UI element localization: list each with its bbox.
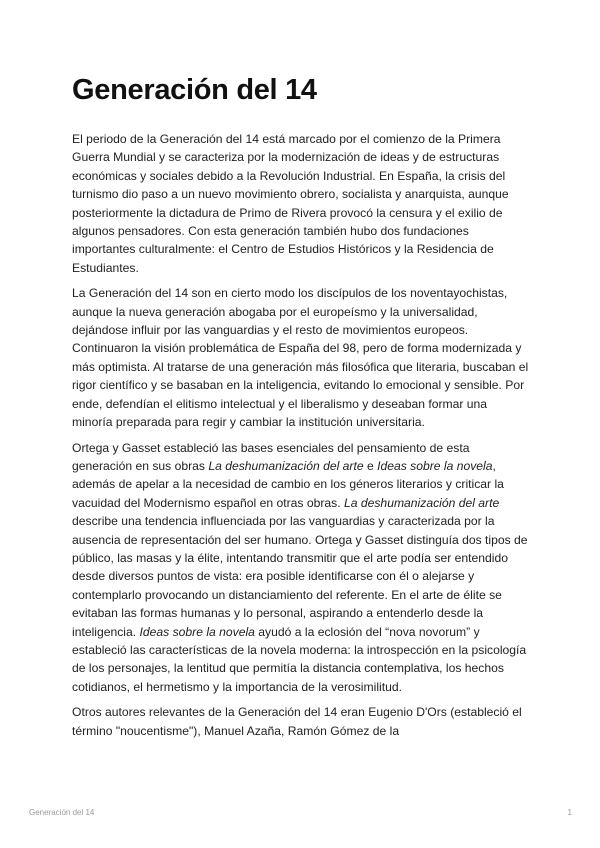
text-run: ayudó a la eclosión del “nova novorum” y estableció las características de la novela moderna: la introspección en la psicología de los personajes, la lentitud que permitía la distancia contemplativa, los hechos cotidianos, el hermetismo y la importancia de la verosimilitud.: [72, 624, 527, 694]
text-run: Otros autores relevantes de la Generación del 14 eran Eugenio D'Ors (estableció el término "noucentisme"), Manuel Azaña, Ramón Gómez de la: [72, 705, 522, 738]
book-title-italic: Ideas sobre la novela: [377, 458, 493, 473]
page-number: 1: [567, 808, 572, 817]
paragraph-1: [72, 130, 530, 277]
text-run: El periodo de la Generación del 14 está marcado por el comienzo de la Primera Guerra Mundial y se caracteriza por la modernización de ideas y de estructuras económicas y sociales debido a la Revolución Industrial. En España, la crisis del turnismo dio paso a un nuevo movimiento obrero, socialista y anarquista, aunque posteriormente la dictadura de Primo de Rivera provocó la censura y el exilio de algunos pensadores. Con esta generación también hubo dos fundaciones importantes culturalmente: el Centro de Estudios Históricos y la Residencia de Estudiantes.: [72, 132, 509, 275]
text-run: , además de apelar a la necesidad de cambio en los géneros literarios y criticar la vacuidad del Modernismo español en otras obras.: [72, 458, 504, 510]
text-run: describe una tendencia influenciada por las vanguardias y caracterizada por la ausencia de representación del ser humano. Ortega y Gasset distinguía dos tipos de público, las masas y la élite, intentando transmitir que el arte podía ser entendido desde diversos puntos de vista: era posible identificarse con él o alejarse y contemplarlo provocando un distanciamiento del referente. En el arte de élite se evitaban las formas humanas y lo personal, aspirando a entenderlo desde la inteligencia.: [72, 514, 528, 639]
text-run: e: [363, 458, 378, 473]
paragraph-4: [72, 703, 530, 740]
paragraph-3: [72, 439, 530, 697]
text-run: Ortega y Gasset estableció las bases esenciales del pensamiento de esta generación en sus obras: [72, 440, 470, 473]
text-run: La Generación del 14 son en cierto modo los discípulos de los noventayochistas, aunque la nueva generación abogaba por el europeísmo y la universalidad, dejándose influir por las vanguardias y el resto de movimientos europeos. Continuaron la visión problemática de España del 98, pero de forma modernizada y más optimista. Al tratarse de una generación más filosófica que literaria, buscaban el rigor científico y se basaban en la inteligencia, evitando lo emocional y sensible. Por ende, defendían el elitismo intelectual y el liberalismo y deseaban formar una minoría preparada para regir y cambiar la institución universitaria.: [72, 286, 529, 430]
page-title: Generación del 14: [72, 74, 317, 106]
book-title-italic: La deshumanización del arte: [208, 458, 364, 473]
book-title-italic: La deshumanización del arte: [343, 495, 500, 510]
paragraph-2: [72, 284, 530, 431]
book-title-italic: Ideas sobre la novela: [139, 624, 255, 639]
footer-title: Generación del 14: [29, 808, 95, 817]
document-body: [72, 130, 530, 747]
